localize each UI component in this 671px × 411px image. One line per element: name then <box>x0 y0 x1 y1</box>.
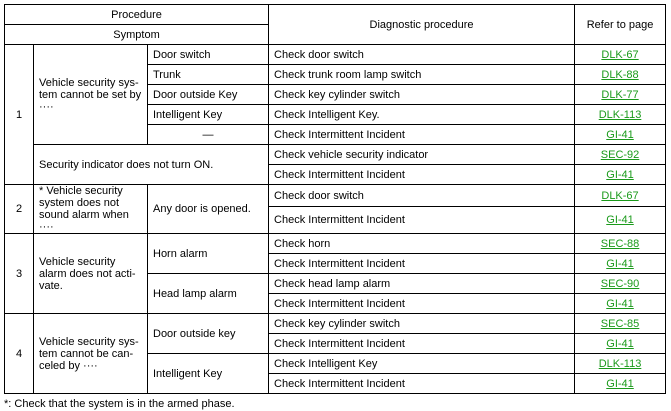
diagnostic-cell: Check Intermittent Incident <box>269 254 575 274</box>
row-number: 4 <box>5 314 34 394</box>
row-number: 1 <box>5 45 34 185</box>
refer-link[interactable]: DLK-113 <box>598 108 642 121</box>
refer-link[interactable]: SEC-85 <box>600 317 640 330</box>
refer-link[interactable]: DLK-113 <box>598 357 642 370</box>
diagnostic-cell: Check Intermittent Incident <box>269 165 575 185</box>
symptom-header: Symptom <box>5 25 269 45</box>
refer-link[interactable]: GI-41 <box>606 214 634 227</box>
diagnostic-cell: Check Intelligent Key <box>269 354 575 374</box>
table-row <box>5 234 666 254</box>
refer-link[interactable]: GI-41 <box>606 168 634 181</box>
header-row <box>5 5 666 25</box>
condition-cell: Intelligent Key <box>148 105 269 125</box>
table-row <box>5 185 666 207</box>
symptom-cell: * Vehicle security system does not sound alarm when ···· <box>34 185 148 234</box>
diagnostic-cell: Check door switch <box>269 45 575 65</box>
table-row <box>5 45 666 65</box>
diagnosis-table <box>4 4 666 394</box>
diagnostic-cell: Check Intermittent Incident <box>269 294 575 314</box>
refer-link[interactable]: GI-41 <box>606 377 634 390</box>
condition-cell: Door outside Key <box>148 85 269 105</box>
refer-link[interactable]: DLK-67 <box>601 48 639 61</box>
condition-cell: Door switch <box>148 45 269 65</box>
refer-link[interactable]: DLK-77 <box>601 88 639 101</box>
refer-link[interactable]: GI-41 <box>606 257 634 270</box>
refer-header: Refer to page <box>575 5 666 45</box>
symptom-cell: Security indicator does not turn ON. <box>34 145 269 185</box>
condition-cell: Any door is opened. <box>148 185 269 234</box>
diagnostic-cell: Check horn <box>269 234 575 254</box>
refer-link[interactable]: GI-41 <box>606 128 634 141</box>
procedure-header: Procedure <box>5 5 269 25</box>
condition-cell: Horn alarm <box>148 234 269 274</box>
condition-cell: Door outside key <box>148 314 269 354</box>
condition-cell: Trunk <box>148 65 269 85</box>
symptom-cell: Vehicle security sys- tem cannot be can- celed by ···· <box>34 314 148 394</box>
refer-link[interactable]: SEC-92 <box>600 148 640 161</box>
condition-cell: Head lamp alarm <box>148 274 269 314</box>
footnote: *: Check that the system is in the armed phase. <box>4 398 235 410</box>
diagnostic-cell: Check key cylinder switch <box>269 314 575 334</box>
table-row <box>5 314 666 334</box>
row-number: 2 <box>5 185 34 234</box>
symptom-cell: Vehicle security alarm does not acti- vate. <box>34 234 148 314</box>
refer-link[interactable]: SEC-88 <box>600 237 640 250</box>
condition-cell: Intelligent Key <box>148 354 269 394</box>
table-row <box>5 145 666 165</box>
diagnostic-cell: Check Intermittent Incident <box>269 125 575 145</box>
refer-link[interactable]: GI-41 <box>606 337 634 350</box>
diagnostic-header: Diagnostic procedure <box>269 5 575 45</box>
row-number: 3 <box>5 234 34 314</box>
diagnostic-cell: Check Intermittent Incident <box>269 334 575 354</box>
symptom-cell: Vehicle security sys- tem cannot be set by ···· <box>34 45 148 145</box>
refer-link[interactable]: GI-41 <box>606 297 634 310</box>
diagnostic-cell: Check door switch <box>269 185 575 207</box>
diagnostic-cell: Check trunk room lamp switch <box>269 65 575 85</box>
diagnostic-cell: Check key cylinder switch <box>269 85 575 105</box>
diagnostic-cell: Check head lamp alarm <box>269 274 575 294</box>
condition-cell: — <box>148 125 269 145</box>
refer-link[interactable]: DLK-88 <box>601 68 639 81</box>
diagnostic-cell: Check Intelligent Key. <box>269 105 575 125</box>
diagnostic-cell: Check Intermittent Incident <box>269 207 575 234</box>
refer-link[interactable]: SEC-90 <box>600 277 640 290</box>
diagnostic-cell: Check vehicle security indicator <box>269 145 575 165</box>
refer-link[interactable]: DLK-67 <box>601 189 639 202</box>
diagnostic-cell: Check Intermittent Incident <box>269 374 575 394</box>
